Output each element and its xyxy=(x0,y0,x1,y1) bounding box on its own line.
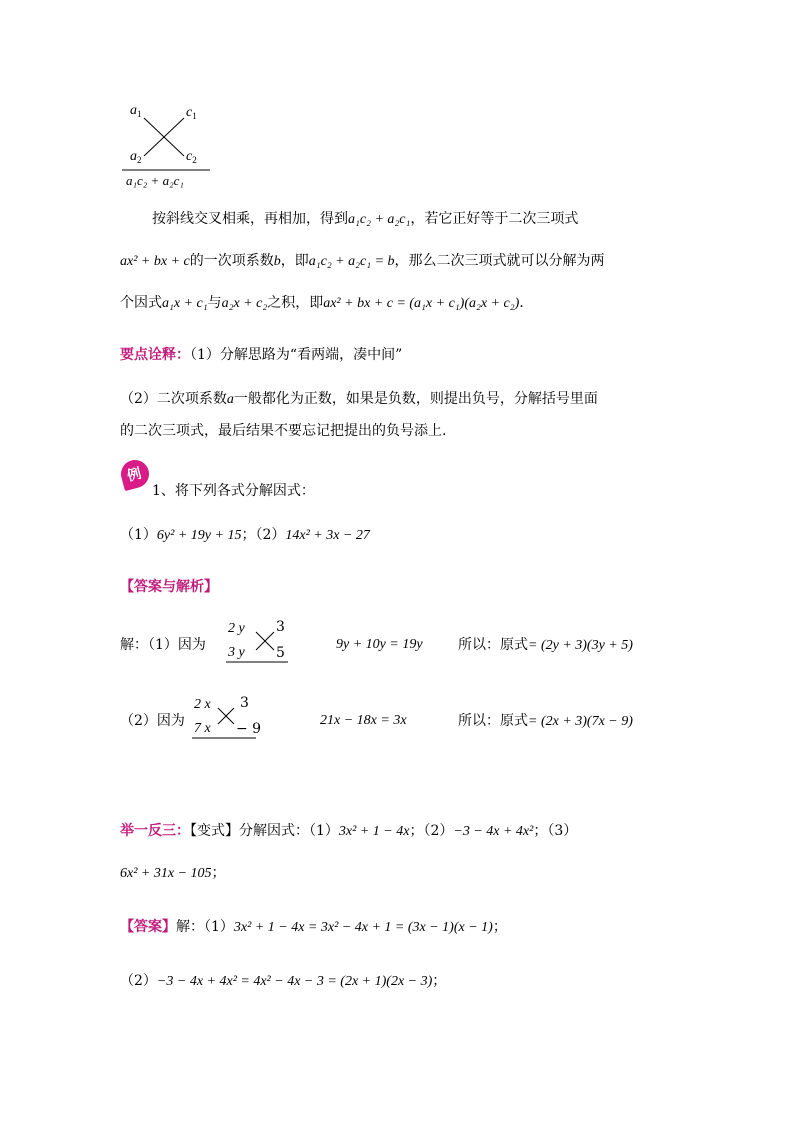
variant-line2: 6x² + 31x − 105； xyxy=(120,865,226,881)
example-badge xyxy=(118,457,152,491)
sol1-calc: 9y + 10y = 19y xyxy=(336,637,423,652)
keypoint-line3: 的二次三项式，最后结果不要忘记把提出的负号添上. xyxy=(120,423,447,439)
variant-label: 举一反三： xyxy=(120,823,190,839)
sol1-prefix: 解：（1）因为 xyxy=(120,637,206,653)
sol2-result: 所以：原式= (2x + 3)(7x − 9) xyxy=(458,713,633,729)
sol1-tl: 2 y xyxy=(228,621,245,636)
keypoint-line2: （2）二次项系数a一般都化为正数，如果是负数，则提出负号，分解括号里面 xyxy=(120,391,598,407)
answer-heading: 【答案与解析】 xyxy=(120,579,218,595)
coef-c1: $c_1$ xyxy=(186,105,197,121)
variant-line1: 举一反三：【变式】分解因式：（1）3x² + 1 − 4x；（2）−3 − 4x + 4x²；（3） xyxy=(120,823,578,839)
variant-answer-line1: 【答案】解：（1）3x² + 1 − 4x = 3x² − 4x + 1 = (3x − 1)(x − 1)； xyxy=(120,919,507,935)
sol2-cross xyxy=(192,694,262,744)
coef-a2: $a_2$ xyxy=(130,149,142,165)
example-badge-label: 例 xyxy=(125,465,144,485)
example-title: 1、将下列各式分解因式： xyxy=(152,483,315,499)
coef-a1: $a_1$ xyxy=(130,103,142,119)
cross-sum: a₁c₂ + a₂c₁ xyxy=(126,173,184,188)
variant-answer-label: 【答案】 xyxy=(120,919,176,935)
sol2-bl: 7 x xyxy=(194,721,211,736)
sol1-result: 所以：原式= (2y + 3)(3y + 5) xyxy=(458,637,633,653)
sol2-tl: 2 x xyxy=(194,697,211,712)
sol1-cross xyxy=(226,618,290,668)
sol1-tr: 3 xyxy=(276,619,285,635)
variant-answer-line2: （2）−3 − 4x + 4x² = 4x² − 4x − 3 = (2x + 1)(2x − 3)； xyxy=(120,973,447,989)
sol1-br: 5 xyxy=(276,645,285,661)
keypoint-line1: 要点诠释：（1）分解思路为“看两端，凑中间” xyxy=(120,347,403,363)
example-questions: （1）6y² + 19y + 15；（2）14x² + 3x − 27 xyxy=(120,527,370,543)
cross-diagram-top xyxy=(118,100,218,190)
sol2-calc: 21x − 18x = 3x xyxy=(320,713,407,728)
keypoint-label: 要点诠释： xyxy=(120,347,190,363)
coef-c2: $c_2$ xyxy=(186,149,197,165)
sol1-bl: 3 y xyxy=(228,645,245,660)
sol2-prefix: （2）因为 xyxy=(120,713,185,729)
para1-line3: 个因式a₁x + c₁与a₂x + c₂之积，即ax² + bx + c = (a₁x + c₁)(a₂x + c₂). xyxy=(120,295,524,311)
sol2-tr: 3 xyxy=(240,695,249,711)
para1-line1: 按斜线交叉相乘，再相加，得到a₁c₂ + a₂c₁，若它正好等于二次三项式 xyxy=(152,211,579,227)
para1-line2: ax² + bx + c的一次项系数b，即a₁c₂ + a₂c₁ = b，那么二次三项式就可以分解为两 xyxy=(120,253,605,269)
sol2-br: − 9 xyxy=(236,721,262,737)
